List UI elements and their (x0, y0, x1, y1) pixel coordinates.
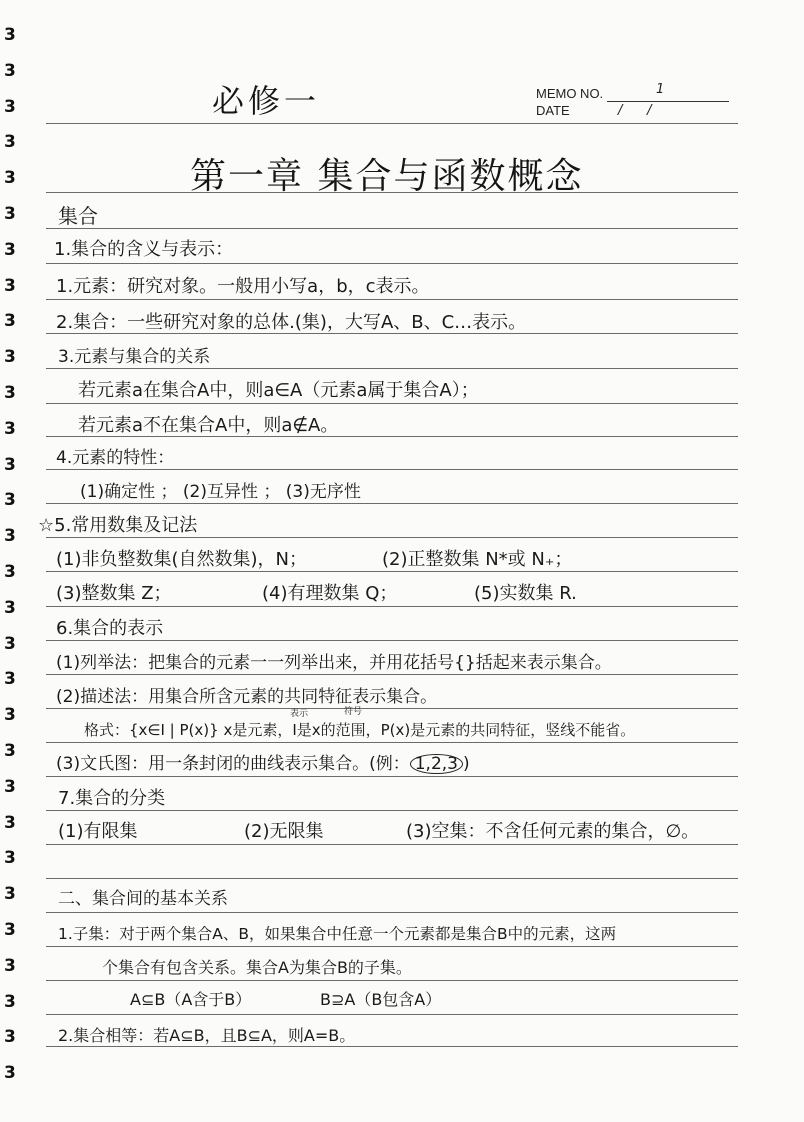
spiral-binding (4, 26, 22, 1096)
circled-example: 1,2,3 (410, 754, 463, 774)
binding-ring: 3 (4, 705, 16, 726)
note-line (58, 820, 748, 846)
note-line: 2.集合：一些研究对象的总体.(集)，大写A、B、C…表示。 (56, 312, 527, 333)
binding-ring: 3 (4, 25, 16, 45)
ruled-line (46, 228, 738, 229)
note-line: 若元素a不在集合A中，则a∉A。 (78, 415, 339, 436)
binding-ring: 3 (4, 633, 16, 654)
memo-date-label: DATE (536, 103, 570, 118)
note-line: 1.集合的含义与表示： (54, 239, 234, 260)
binding-ring: 3 (4, 848, 16, 869)
ruled-line (46, 403, 738, 404)
binding-ring: 3 (4, 239, 16, 260)
note-line: 6.集合的表示 (56, 618, 164, 639)
binding-ring: 3 (4, 168, 16, 189)
note-line: 个集合有包含关系。集合A为集合B的子集。 (102, 958, 412, 977)
binding-ring: 3 (4, 311, 16, 332)
page-title: 必修一 (212, 82, 321, 120)
note-line (56, 582, 746, 608)
note-line: 4.元素的特性： (56, 448, 175, 468)
note-line (56, 752, 470, 776)
chapter-title: 第一章 集合与函数概念 (190, 156, 584, 197)
memo-header (536, 82, 729, 120)
note-segment: B⊇A（B包含A） (320, 990, 442, 1009)
ruled-line (46, 878, 738, 879)
binding-ring: 3 (4, 60, 16, 81)
binding-ring: 3 (4, 383, 16, 403)
binding-ring: 3 (4, 347, 16, 368)
binding-ring: 3 (4, 418, 16, 439)
note-line: 2.集合相等：若A⊆B，且B⊆A，则A=B。 (58, 1026, 356, 1045)
binding-ring: 3 (4, 454, 16, 475)
annotation-note: 符号 (344, 707, 363, 717)
binding-ring: 3 (4, 776, 16, 797)
note-line: 若元素a在集合A中，则a∈A（元素a属于集合A）； (78, 380, 479, 401)
binding-ring: 3 (4, 741, 16, 761)
memo-no-underline (607, 89, 729, 102)
section-heading-sets: 集合 (58, 204, 98, 228)
note-segment: ) (462, 754, 470, 774)
note-segment: (3)整数集 Z； (56, 583, 172, 604)
note-segment: (5)实数集 R. (474, 583, 577, 604)
binding-ring: 3 (4, 96, 16, 117)
binding-ring: 3 (4, 1027, 16, 1048)
note-line: (1)列举法：把集合的元素一一列举出来，并用花括号{}括起来表示集合。 (56, 653, 612, 673)
note-line (56, 548, 746, 574)
note-segment: (2)无限集 (244, 821, 324, 842)
note-line: 1.元素：研究对象。一般用小写a，b，c表示。 (56, 276, 430, 297)
note-line: 格式：{x∈I | P(x)} x是元素，I是x的范围，P(x)是元素的共同特征，竖线不能省。 (84, 721, 636, 739)
note-line: 1.子集：对于两个集合A、B，如果集合中任意一个元素都是集合B中的元素，这两 (58, 925, 617, 943)
ruled-line (46, 776, 738, 777)
ruled-line (46, 123, 738, 124)
note-line: 7.集合的分类 (58, 788, 166, 809)
memo-no-label: MEMO NO. (536, 86, 604, 101)
note-segment: (1)有限集 (58, 821, 138, 842)
note-segment: (1)非负整数集(自然数集)，N； (56, 549, 308, 570)
note-line: 3.元素与集合的关系 (58, 347, 211, 367)
note-segment: (2)正整数集 N*或 N₊； (382, 549, 573, 570)
binding-ring: 3 (4, 132, 16, 153)
note-segment: A⊆B（A含于B） (130, 990, 252, 1009)
note-line: (1)确定性 ； (2)互异性 ； (3)无序性 (80, 482, 361, 502)
memo-date-value: / / (618, 103, 652, 118)
ruled-line (46, 742, 738, 743)
binding-ring: 3 (4, 812, 16, 833)
binding-ring: 3 (4, 920, 16, 940)
annotation-note: 表示 (290, 709, 309, 719)
binding-ring: 3 (4, 526, 16, 547)
note-segment: (3)文氏图：用一条封闭的曲线表示集合。(例： (56, 754, 410, 774)
note-line: ☆5.常用数集及记法 (38, 515, 198, 536)
ruled-line (46, 980, 738, 981)
ruled-line (46, 192, 738, 193)
note-segment: (4)有理数集 Q； (262, 583, 398, 604)
binding-ring: 3 (4, 884, 16, 905)
binding-ring: 3 (4, 1063, 16, 1084)
note-segment: (3)空集：不含任何元素的集合，∅。 (406, 821, 700, 842)
note-line: (2)描述法：用集合所含元素的共同特征表示集合。 (56, 687, 438, 707)
binding-ring: 3 (4, 490, 16, 511)
ruled-line (46, 299, 738, 300)
section-heading-relations: 二、集合间的基本关系 (58, 889, 228, 909)
memo-no-value: 1 (656, 82, 665, 97)
ruled-line (46, 263, 738, 264)
ruled-line (46, 946, 738, 947)
binding-ring: 3 (4, 562, 16, 582)
binding-ring: 3 (4, 991, 16, 1012)
binding-ring: 3 (4, 955, 16, 976)
binding-ring: 3 (4, 669, 16, 690)
binding-ring: 3 (4, 597, 16, 618)
note-line (130, 988, 630, 1014)
ruled-line (46, 912, 738, 913)
binding-ring: 3 (4, 275, 16, 296)
ruled-line (46, 1014, 738, 1015)
binding-ring: 3 (4, 204, 16, 224)
